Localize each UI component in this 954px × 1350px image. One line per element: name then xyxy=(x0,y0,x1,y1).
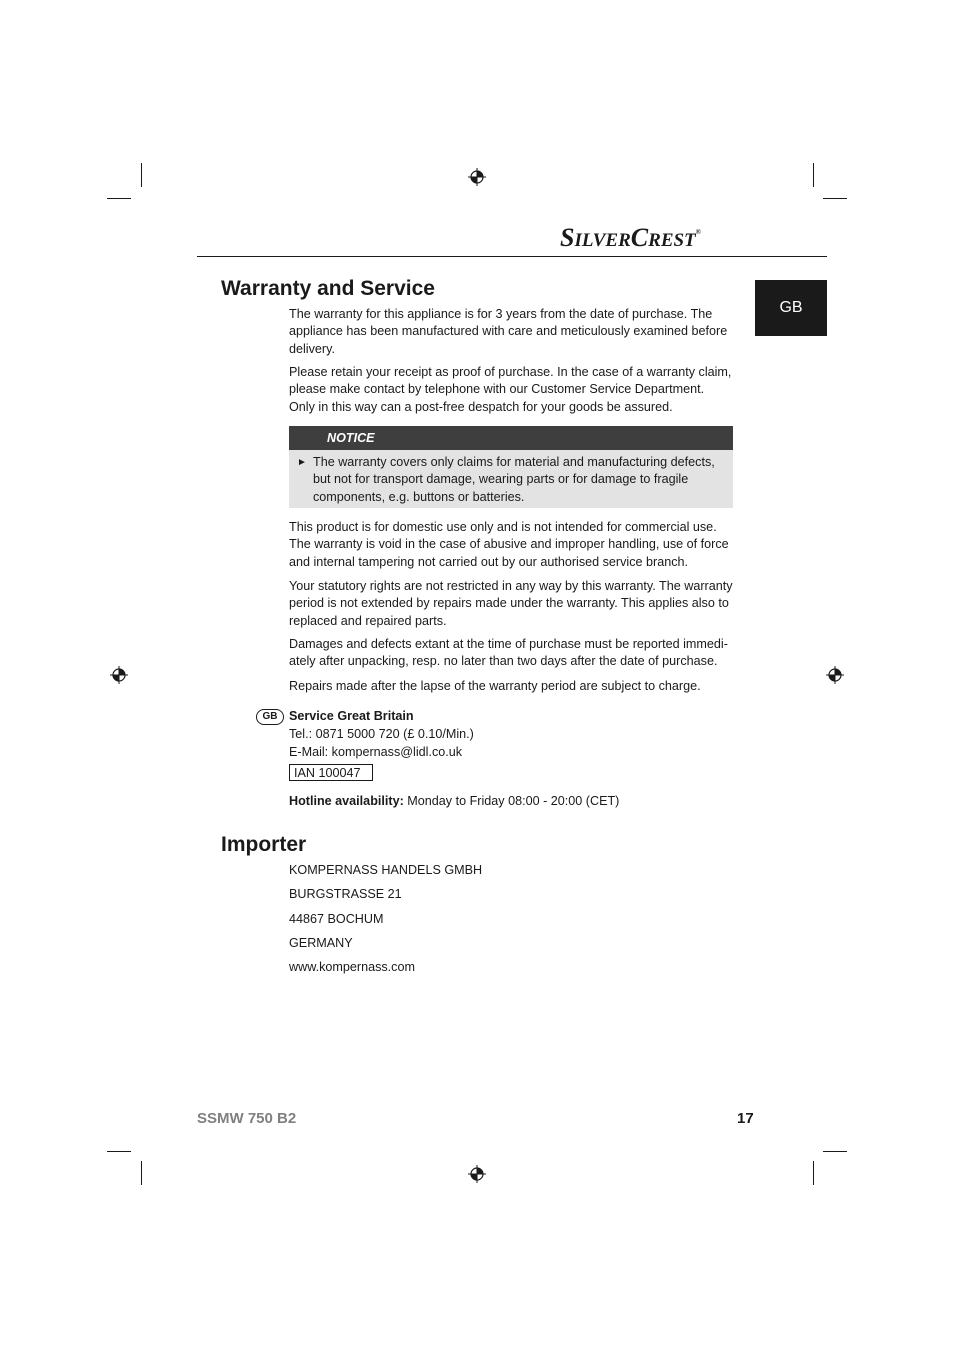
crop-mark xyxy=(141,1161,142,1185)
crop-mark xyxy=(107,1151,131,1152)
page-number: 17 xyxy=(737,1110,754,1127)
importer-company: KOMPERNASS HANDELS GMBH xyxy=(289,863,483,877)
notice-text: The warranty covers only claims for material and manufacturing defects, but not for transport damage, wearing parts or for damage to fragile components, e.g. buttons or batteries. xyxy=(313,455,715,504)
importer-country: GERMANY xyxy=(289,936,353,950)
importer-city: 44867 BOCHUM xyxy=(289,912,384,926)
hotline-label: Hotline availability: xyxy=(289,794,404,808)
country-badge: GB xyxy=(256,709,284,725)
hotline-line xyxy=(289,793,619,810)
warranty-paragraph: Damages and defects extant at the time of purchase must be reported immedi-ately after unpacking, resp. no later than two days after the date of purchase. xyxy=(289,637,728,669)
crop-mark xyxy=(823,198,847,199)
warranty-paragraph: Your statutory rights are not restricted in any way by this warranty. The warranty period is not extended by repairs made under the warranty. This applies also to replaced and repaired parts. xyxy=(289,579,733,628)
service-email: E-Mail: kompernass@lidl.co.uk xyxy=(289,745,463,759)
silvercrest-logo xyxy=(560,222,748,252)
hotline-value: Monday to Friday 08:00 - 20:00 (CET) xyxy=(403,794,620,808)
footer-model: SSMW 750 B2 xyxy=(197,1110,297,1127)
importer-street: BURGSTRASSE 21 xyxy=(289,887,402,901)
header-rule xyxy=(197,256,827,257)
registration-mark-icon xyxy=(110,666,128,684)
warranty-paragraph: Please retain your receipt as proof of purchase. In the case of a warranty claim, please make contact by telephone with our Customer Service Department. Only in this way can a post-free despatch for your goods be assured. xyxy=(289,365,732,414)
service-name: Service Great Britain xyxy=(289,709,414,723)
notice-header xyxy=(289,426,733,450)
crop-mark xyxy=(813,1161,814,1185)
ian-box: IAN 100047 xyxy=(289,764,373,781)
crop-mark xyxy=(107,198,131,199)
warranty-paragraph: This product is for domestic use only and is not intended for commercial use. The warranty is void in the case of abusive and improper handling, use of force and internal tampering not carried out by our authorised service branch. xyxy=(289,520,729,569)
registration-mark-icon xyxy=(468,1165,486,1183)
crop-mark xyxy=(813,163,814,187)
crop-mark xyxy=(141,163,142,187)
warranty-paragraph: Repairs made after the lapse of the warranty period are subject to charge. xyxy=(289,679,701,693)
importer-website: www.kompernass.com xyxy=(289,960,415,974)
service-tel: Tel.: 0871 5000 720 (£ 0.10/Min.) xyxy=(289,727,474,741)
bullet-arrow-icon: ► xyxy=(297,457,307,468)
notice-label: NOTICE xyxy=(327,431,375,445)
importer-heading: Importer xyxy=(221,833,307,856)
registration-mark-icon xyxy=(826,666,844,684)
warranty-heading: Warranty and Service xyxy=(221,277,435,300)
warranty-paragraph: The warranty for this appliance is for 3 years from the date of purchase. The appliance has been manufactured with care and meticulously examined before delivery. xyxy=(289,307,728,356)
svg-text:SILVERCREST®: SILVERCREST® xyxy=(560,223,701,252)
crop-mark xyxy=(823,1151,847,1152)
language-tab: GB xyxy=(755,280,827,336)
notice-box xyxy=(289,450,733,508)
registration-mark-icon xyxy=(468,168,486,186)
